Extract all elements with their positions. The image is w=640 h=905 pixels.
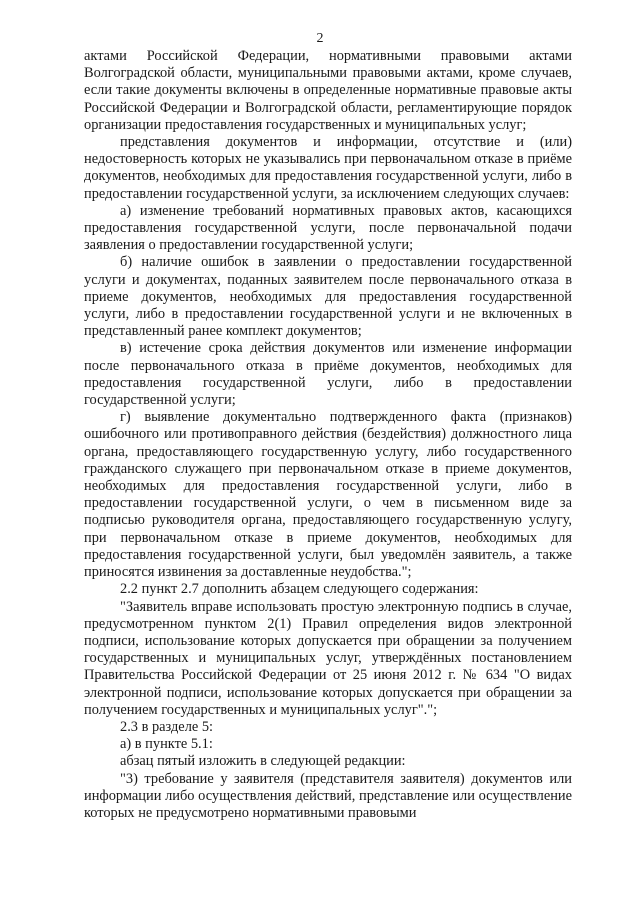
paragraph-item-v: в) истечение срока действия документов или изменение информации после первоначального отказа в приёме документов, необходимых для предоставления государственной услуги, либо в предоставлении государственной услуги; [84, 340, 572, 409]
page-number: 2 [316, 31, 324, 46]
paragraph-clause-2-3: 2.3 в разделе 5: [120, 718, 214, 735]
paragraph-fifth-abzac: абзац пятый изложить в следующей редакции: [120, 753, 406, 770]
paragraph-item-a: а) изменение требований нормативных правовых актов, касающихся предоставления государственной услуги, после первоначальной подачи заявления о предоставлении государственной услуги; [84, 202, 572, 254]
paragraph-item-g: г) выявление документально подтвержденного факта (признаков) ошибочного или противоправного действия (бездействия) должностного лица органа, предоставляющего государственную услугу, либо государственного гражданского служащего при первоначальном отказе в приеме документов, необходимых для предоставления государственной услуги, либо в предоставлении государственной услуги, о чем в письменном виде за подписью руководителя органа, предоставляющего государственную услугу, при первоначальном отказе в приеме документов, необходимых для предоставления государственной услуги, был уведомлён заявитель, а также приносятся извинения за доставленные неудобства."; [84, 409, 572, 581]
paragraph-item-b: б) наличие ошибок в заявлении о предоставлении государственной услуги и документах, поданных заявителем после первоначального отказа в приеме документов, необходимых для предоставления государственной услуги, либо в предоставлении государственной услуги и не включенных в представленный ранее комплект документов; [84, 254, 572, 340]
paragraph-point-5-1: а) в пункте 5.1: [120, 736, 213, 753]
paragraph-documents-exception: представления документов и информации, отсутствие и (или) недостоверность которых не указывались при первоначальном отказе в приёме документов, необходимых для предоставления государственной услуги, либо в предоставлении государственной услуги, за исключением следующих случаев: [84, 134, 572, 202]
paragraph-clause-2-2: 2.2 пункт 2.7 дополнить абзацем следующего содержания: [120, 581, 479, 598]
paragraph-requirement-3: "3) требование у заявителя (представителя заявителя) документов или информации либо осуществления действий, представление или осуществление которых не предусмотрено нормативными правовыми [84, 770, 572, 821]
document-body [84, 48, 572, 822]
paragraph-continuation: актами Российской Федерации, нормативными правовыми актами Волгоградской области, муниципальными правовыми актами, кроме случаев, если такие документы включены в определенные нормативные правовые акты Российской Федерации и Волгоградской области, регламентирующие порядок организации предоставления государственных и муниципальных услуг; [84, 48, 572, 133]
paragraph-electronic-signature: "Заявитель вправе использовать простую электронную подпись в случае, предусмотренном пунктом 2(1) Правил определения видов электронной подписи, использование которых допускается при обращении за получением государственных и муниципальных услуг, утверждённых постановлением Правительства Российской Федерации от 25 июня 2012 г. № 634 "О видах электронной подписи, использование которых допускается при обращении за получением государственных и муниципальных услуг"."; [84, 598, 572, 718]
